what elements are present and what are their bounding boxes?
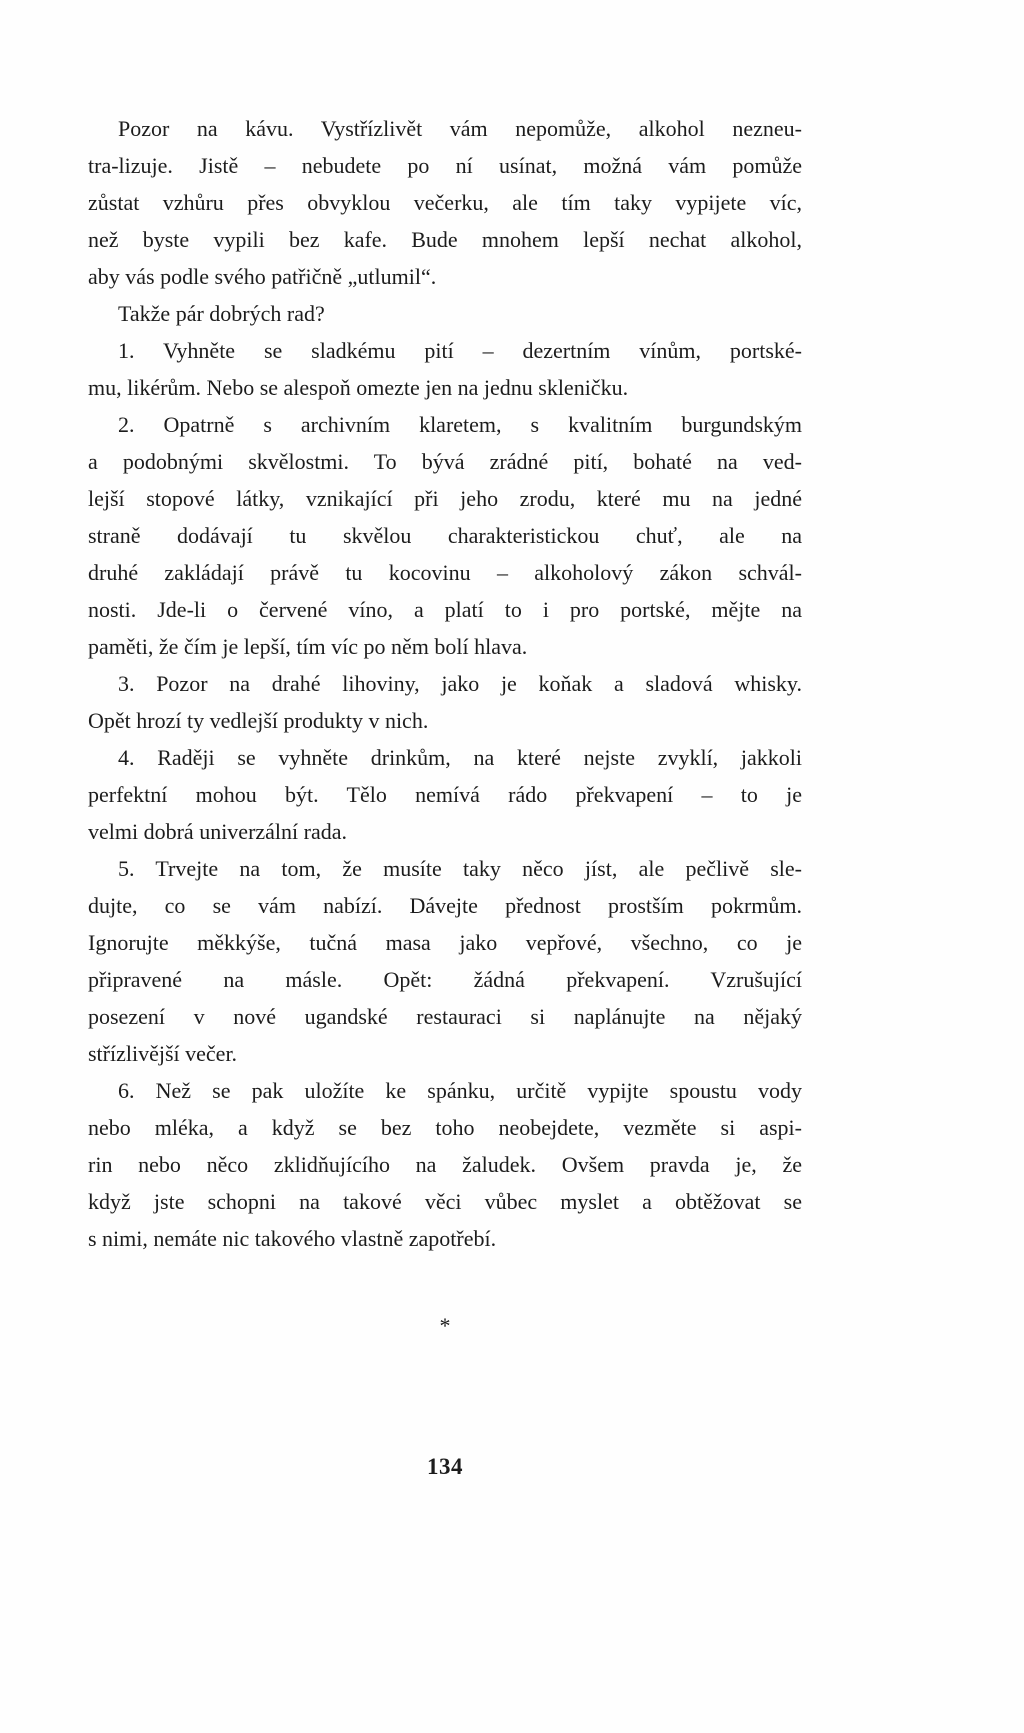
- text-line: 4. Raději se vyhněte drinkům, na které nejste zvyklí, jakkoli: [118, 745, 802, 770]
- text-line: Pozor na kávu. Vystřízlivět vám nepomůže, alkohol nezneu-: [118, 116, 802, 141]
- text-line: nebo mléka, a když se bez toho neobejdete, vezměte si aspi-: [88, 1115, 802, 1140]
- page-number: 134: [427, 1454, 463, 1479]
- text-line: velmi dobrá univerzální rada.: [88, 819, 348, 844]
- text-line: s nimi, nemáte nic takového vlastně zapotřebí.: [88, 1226, 497, 1251]
- paragraph: [88, 739, 802, 850]
- paragraph: [88, 1072, 802, 1257]
- text-line: 3. Pozor na drahé lihoviny, jako je koňak a sladová whisky.: [118, 671, 802, 696]
- section-separator-asterisk: *: [439, 1313, 451, 1338]
- text-line: mu, likérům. Nebo se alespoň omezte jen na jednu skleničku.: [88, 375, 629, 400]
- text-line: a podobnými skvělostmi. To bývá zrádné pití, bohaté na ved-: [88, 449, 802, 474]
- text-line: připravené na másle. Opět: žádná překvapení. Vzrušující: [88, 967, 802, 992]
- paragraphs-container: [88, 110, 802, 1257]
- text-line: tra-lizuje. Jistě – nebudete po ní usínat, možná vám pomůže: [88, 153, 802, 178]
- text-line: 6. Než se pak uložíte ke spánku, určitě vypijte spoustu vody: [118, 1078, 802, 1103]
- text-line: 1. Vyhněte se sladkému pití – dezertním vínům, portské-: [118, 338, 802, 363]
- text-line: dujte, co se vám nabízí. Dávejte přednost prostším pokrmům.: [88, 893, 802, 918]
- text-line: nosti. Jde-li o červené víno, a platí to i pro portské, mějte na: [88, 597, 802, 622]
- text-line: posezení v nové ugandské restauraci si naplánujte na nějaký: [88, 1004, 802, 1029]
- paragraph: [88, 406, 802, 665]
- text-line: 5. Trvejte na tom, že musíte taky něco jíst, ale pečlivě sle-: [118, 856, 802, 881]
- text-line: Ignorujte měkkýše, tučná masa jako vepřové, všechno, co je: [88, 930, 802, 955]
- paragraph: [88, 850, 802, 1072]
- text-line: Opět hrozí ty vedlejší produkty v nich.: [88, 708, 429, 733]
- paragraph: [88, 332, 802, 406]
- text-line: než byste vypili bez kafe. Bude mnohem lepší nechat alkohol,: [88, 227, 802, 252]
- text-line: straně dodávají tu skvělou charakteristickou chuť, ale na: [88, 523, 802, 548]
- paragraph: [88, 295, 802, 332]
- text-line: zůstat vzhůru přes obvyklou večerku, ale tím taky vypijete víc,: [88, 190, 802, 215]
- text-line: když jste schopni na takové věci vůbec myslet a obtěžovat se: [88, 1189, 802, 1214]
- paragraph: [88, 110, 802, 295]
- text-line: lejší stopové látky, vznikající při jeho zrodu, které mu na jedné: [88, 486, 802, 511]
- paragraph: [88, 665, 802, 739]
- text-line: 2. Opatrně s archivním klaretem, s kvalitním burgundským: [118, 412, 802, 437]
- text-line: rin nebo něco zklidňujícího na žaludek. Ovšem pravda je, že: [88, 1152, 802, 1177]
- book-page-text-block: [88, 110, 802, 1480]
- text-line: paměti, že čím je lepší, tím víc po něm bolí hlava.: [88, 634, 528, 659]
- text-line: Takže pár dobrých rad?: [118, 301, 325, 326]
- text-line: perfektní mohou být. Tělo nemívá rádo překvapení – to je: [88, 782, 802, 807]
- text-line: střízlivější večer.: [88, 1041, 238, 1066]
- text-line: druhé zakládají právě tu kocovinu – alkoholový zákon schvál-: [88, 560, 802, 585]
- text-line: aby vás podle svého patřičně „utlumil“.: [88, 264, 437, 289]
